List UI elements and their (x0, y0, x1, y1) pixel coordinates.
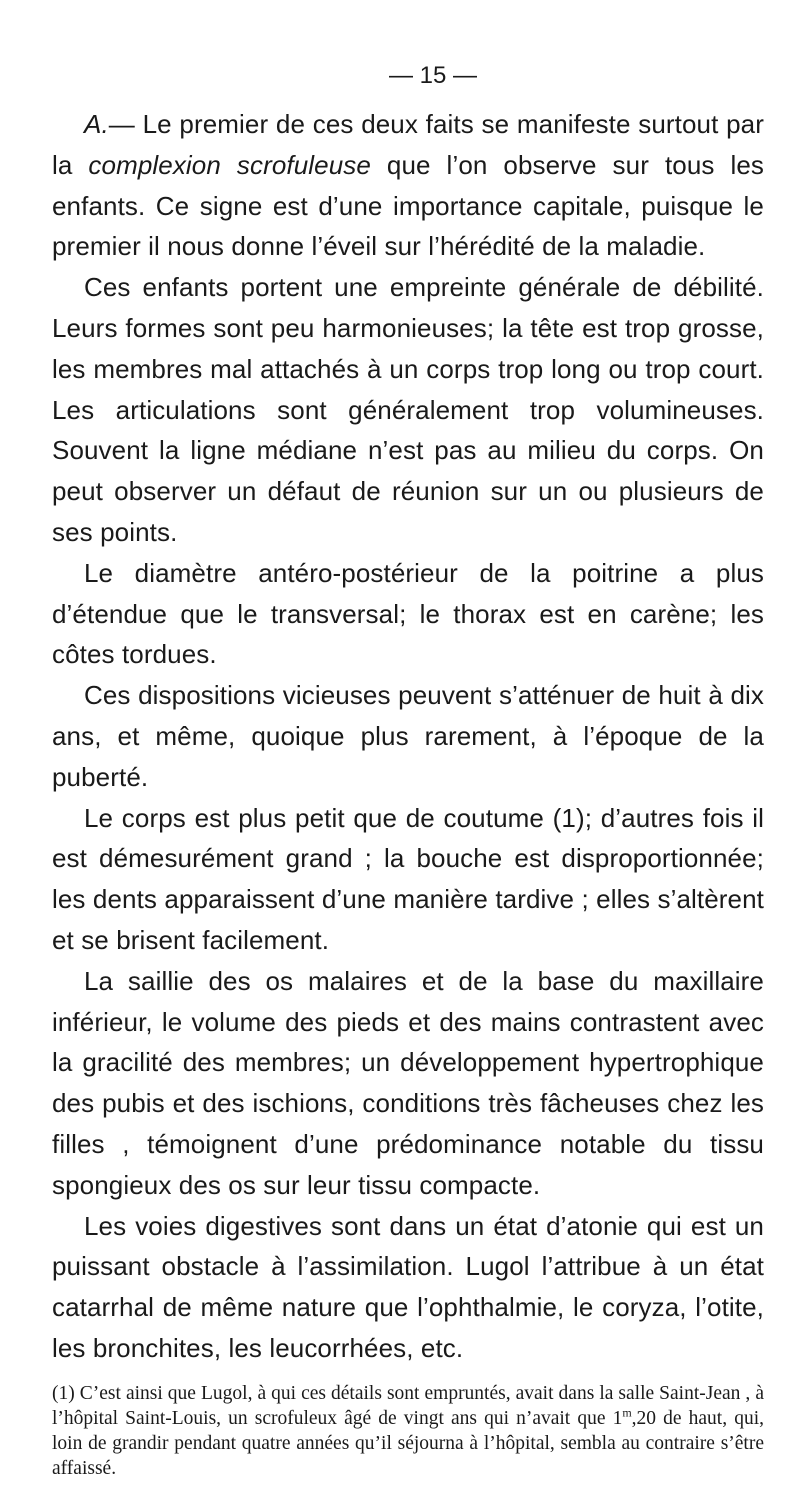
footnote-unit: m (622, 1405, 632, 1420)
book-page (52, 60, 764, 1500)
paragraph: Le diamètre antéro-postérieur de la poitrine a plus d’étendue que le transversal; le thorax est en carène; les côtes tordues. (52, 557, 764, 670)
paragraph-a-start: — Le premier de ces deux faits se manifeste surtout par la (52, 109, 764, 180)
paragraph-a (52, 104, 764, 267)
section-letter: A. (84, 109, 109, 139)
page-number: — 15 — (388, 62, 478, 89)
emphasis-complexion: complexion scrofuleuse (88, 149, 371, 180)
footnote-end: ,20 de haut, qui, loin de grandir pendant quatre années qu’il séjourna à l’hôpital, sembla au contraire s’être affaissé. (52, 1407, 764, 1479)
paragraph-a-end: que l’on observe sur tous les enfants. Ce signe est d’une importance capitale, puisque le premier il nous donne l’éveil sur l’hérédité de la maladie. (52, 149, 764, 262)
paragraph: La saillie des os malaires et de la base du maxillaire inférieur, le volume des pieds et des mains contrastent avec la gracilité des membres; un développement hypertrophique des pubis et des ischions, conditions très fâcheuses chez les filles , témoignent d’une prédominance notable du tissu spongieux des os sur leur tissu compacte. (52, 965, 764, 1200)
paragraph: Les voies digestives sont dans un état d’atonie qui est un puissant obstacle à l’assimilation. Lugol l’attribue à un état catarrhal de même nature que l’ophthalmie, le coryza, l’otite, les bronchites, les leucorrhées, etc. (52, 1210, 764, 1363)
paragraph: Ces dispositions vicieuses peuvent s’atténuer de huit à dix ans, et même, quoique plus rarement, à l’époque de la puberté. (52, 680, 764, 792)
footnote-start: (1) C’est ainsi que Lugol, à qui ces détails sont empruntés, avait dans la salle Saint-Jean , à l’hôpital Saint-Louis, un scrofuleux âgé de vingt ans qui n’avait que 1 (52, 1382, 764, 1429)
footnote (52, 1381, 764, 1481)
paragraph: Le corps est plus petit que de coutume (1); d’autres fois il est démesurément grand ; la bouche est disproportionnée; les dents apparaissent d’une manière tardive ; elles s’altèrent et se brisent facilement. (52, 802, 764, 955)
paragraph: Ces enfants portent une empreinte générale de débilité. Leurs formes sont peu harmonieuses; la tête est trop grosse, les membres mal attachés à un corps trop long ou trop court. Les articulations sont généralement trop volumineuses. Souvent la ligne médiane n’est pas au milieu du corps. On peut observer un défaut de réunion sur un ou plusieurs de ses points. (52, 272, 764, 547)
